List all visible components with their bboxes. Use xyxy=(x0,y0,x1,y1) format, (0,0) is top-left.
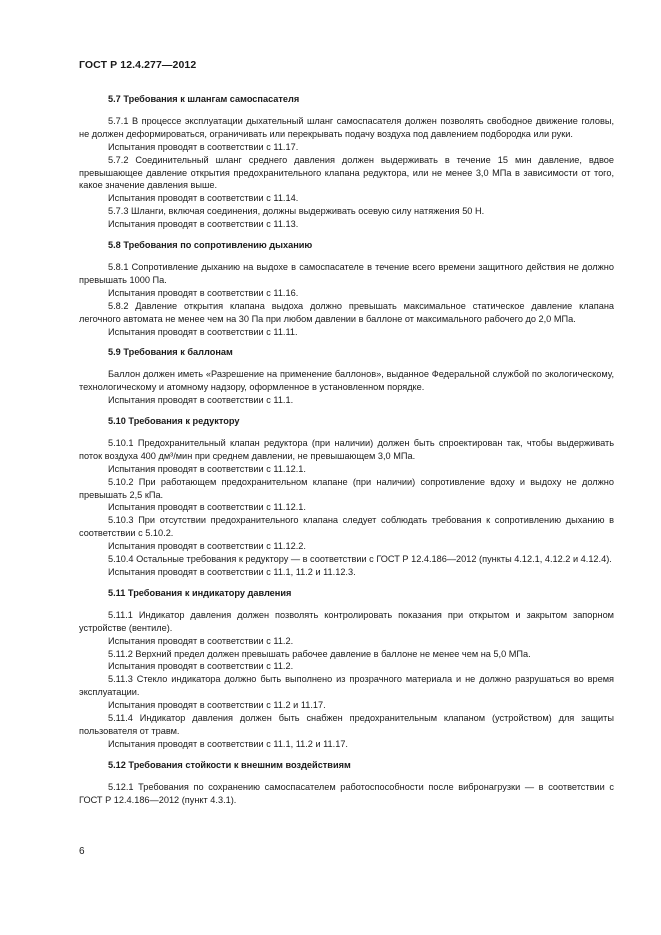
paragraph: Испытания проводят в соответствии с 11.14. xyxy=(108,193,299,204)
section-heading: 5.10 Требования к редуктору xyxy=(108,416,240,427)
paragraph: Испытания проводят в соответствии с 11.17. xyxy=(108,141,299,152)
section xyxy=(79,239,614,338)
section xyxy=(79,415,614,579)
document-body xyxy=(79,93,614,815)
paragraph: Испытания проводят в соответствии с 11.1, 11.2 и 11.17. xyxy=(108,738,348,749)
section-heading: 5.12 Требования стойкости к внешним воздействиям xyxy=(108,759,351,770)
paragraph: Испытания проводят в соответствии с 11.1. xyxy=(108,395,294,406)
paragraph: Испытания проводят в соответствии с 11.2 и 11.17. xyxy=(108,700,326,711)
paragraph: 5.8.1 Сопротивление дыханию на выдохе в самоспасателе в течение всего времени защитного действия не должно превышать 1000 Па. xyxy=(79,261,614,285)
paragraph: 5.11.1 Индикатор давления должен позволять контролировать показания при открытом и закрытом запорном устройстве (вентиле). xyxy=(79,609,614,633)
paragraph: Испытания проводят в соответствии с 11.2. xyxy=(108,661,294,672)
paragraph: Баллон должен иметь «Разрешение на применение баллонов», выданное Федеральной службой по экологическому, технологическому и атомному надзору, оформленное в установленном порядке. xyxy=(79,369,614,393)
paragraph: 5.10.3 При отсутствии предохранительного клапана следует соблюдать требования к сопротивлению дыханию в соответствии с 5.10.2. xyxy=(79,515,614,539)
standard-header: ГОСТ Р 12.4.277—2012 xyxy=(79,59,197,71)
paragraph: Испытания проводят в соответствии с 11.13. xyxy=(108,219,299,230)
paragraph: Испытания проводят в соответствии с 11.11. xyxy=(108,326,298,337)
paragraph: 5.7.1 В процессе эксплуатации дыхательный шланг самоспасателя должен позволять свободное движение головы, не должен деформироваться, ограничивать или перекрывать подачу воздуха под давлением подбородка или руки. xyxy=(79,115,614,139)
paragraph: Испытания проводят в соответствии с 11.1, 11.2 и 11.12.3. xyxy=(108,567,356,577)
section-heading: 5.8 Требования по сопротивлению дыханию xyxy=(108,240,313,251)
paragraph: 5.7.2 Соединительный шланг среднего давления должен выдерживать в течение 15 мин давление, вдвое превышающее давление открытия предохранительного клапана редуктора, или не менее 3,0 МПа в зависимости от того, какое значение давления выше. xyxy=(79,154,614,191)
paragraph: 5.10.2 При работающем предохранительном клапане (при наличии) сопротивление вдоху и выдоху не должно превышать 2,5 кПа. xyxy=(79,476,614,500)
paragraph: 5.12.1 Требования по сохранению самоспасателем работоспособности после вибронагрузки — в соответствии с ГОСТ Р 12.4.186—2012 (пункт 4.3.1). xyxy=(79,781,614,805)
paragraph: Испытания проводят в соответствии с 11.12.1. xyxy=(108,463,306,474)
paragraph: 5.10.4 Остальные требования к редуктору — в соответствии с ГОСТ Р 12.4.186—2012 (пункты 4.12.1, 4.12.2 и 4.12.4). xyxy=(108,554,612,565)
paragraph: 5.7.3 Шланги, включая соединения, должны выдерживать осевую силу натяжения 50 Н. xyxy=(108,206,485,217)
paragraph: 5.10.1 Предохранительный клапан редуктора (при наличии) должен быть спроектирован так, чтобы выдерживать поток воздуха 400 дм³/мин при среднем давлении, не превышающем 3,0 МПа. xyxy=(79,437,614,461)
section xyxy=(79,346,614,407)
section xyxy=(79,587,614,751)
paragraph: 5.8.2 Давление открытия клапана выдоха должно превышать максимальное статическое давление клапана легочного автомата не менее чем на 30 Па при любом давлении в баллоне от максимального рабочего до 2,0 МПа. xyxy=(79,300,614,324)
paragraph: Испытания проводят в соответствии с 11.2. xyxy=(108,635,294,646)
section-heading: 5.9 Требования к баллонам xyxy=(108,347,233,358)
section-heading: 5.7 Требования к шлангам самоспасателя xyxy=(108,94,300,104)
paragraph: 5.11.4 Индикатор давления должен быть снабжен предохранительным клапаном (устройством) для защиты пользователя от травм. xyxy=(79,713,614,736)
paragraph: Испытания проводят в соответствии с 11.12.2. xyxy=(108,541,306,552)
page-number: 6 xyxy=(79,846,85,857)
section-heading: 5.11 Требования к индикатору давления xyxy=(108,587,292,598)
paragraph: 5.11.3 Стекло индикатора должно быть выполнено из прозрачного материала и не должно разрушаться во время эксплуатации. xyxy=(79,674,614,698)
paragraph: Испытания проводят в соответствии с 11.12.1. xyxy=(108,502,306,513)
paragraph: 5.11.2 Верхний предел должен превышать рабочее давление в баллоне не менее чем на 5,0 МПа. xyxy=(108,648,531,659)
paragraph: Испытания проводят в соответствии с 11.16. xyxy=(108,287,299,298)
section xyxy=(79,759,614,807)
section xyxy=(79,93,614,231)
